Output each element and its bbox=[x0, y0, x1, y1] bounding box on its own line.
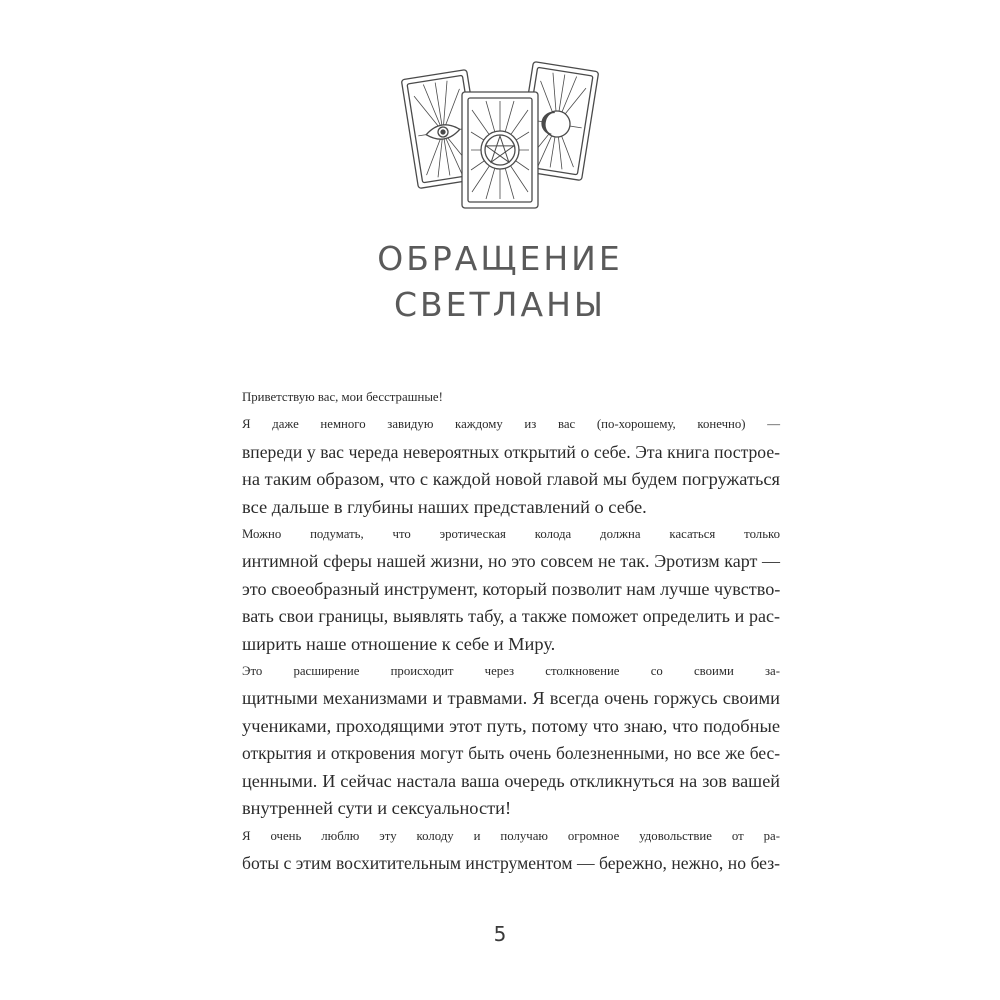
text-line: ширить наше отношение к себе и Миру. bbox=[242, 633, 556, 654]
text-line: Можно подумать, что эротическая колода должна касаться только bbox=[242, 527, 780, 542]
text-line: впереди у вас череда невероятных открытий о себе. Эта книга построе- bbox=[242, 441, 780, 462]
chapter-title-line: СВЕТЛАНЫ bbox=[393, 285, 606, 324]
page-number: 5 bbox=[493, 922, 507, 946]
text-line: Это расширение происходит через столкновение со своими за- bbox=[242, 664, 780, 679]
text-line: внутренней сути и сексуальности! bbox=[242, 798, 512, 819]
tarot-cards-illustration bbox=[398, 52, 602, 212]
text-line: Я даже немного завидую каждому из вас (по-хорошему, конечно) — bbox=[242, 417, 780, 432]
paragraph bbox=[215, 521, 780, 658]
paragraph bbox=[215, 411, 780, 521]
text-line: боты с этим восхитительным инструментом — бережно, нежно, но без- bbox=[242, 852, 780, 873]
text-line: интимной сферы нашей жизни, но это совсем не так. Эротизм карт — bbox=[242, 551, 780, 572]
text-line: Я очень люблю эту колоду и получаю огромное удовольствие от ра- bbox=[242, 828, 780, 843]
text-line: щитными механизмами и травмами. Я всегда очень горжусь своими bbox=[242, 688, 780, 709]
body-text bbox=[215, 384, 780, 877]
text-line: открытия и откровения могут быть очень болезненными, но все же бес- bbox=[242, 743, 780, 764]
text-line: ценными. И сейчас настала ваша очередь откликнуться на зов вашей bbox=[242, 770, 780, 791]
paragraph bbox=[215, 384, 780, 411]
text-line: на таким образом, что с каждой новой главой мы будем погружаться bbox=[242, 469, 780, 490]
text-line: учениками, проходящими этот путь, потому что знаю, что подобные bbox=[242, 715, 780, 736]
paragraph bbox=[215, 823, 780, 878]
text-line: вать свои границы, выявлять табу, а также поможет определить и рас- bbox=[242, 606, 780, 627]
text-line: Приветствую вас, мои бесстрашные! bbox=[242, 390, 443, 404]
paragraph bbox=[215, 658, 780, 822]
chapter-title bbox=[0, 236, 1000, 328]
chapter-title-line: ОБРАЩЕНИЕ bbox=[377, 239, 623, 278]
text-line: это своеобразный инструмент, который позволит нам лучше чувство- bbox=[242, 578, 781, 599]
text-line: все дальше в глубины наших представлений о себе. bbox=[242, 496, 647, 517]
pentagram-card-icon bbox=[462, 92, 538, 208]
